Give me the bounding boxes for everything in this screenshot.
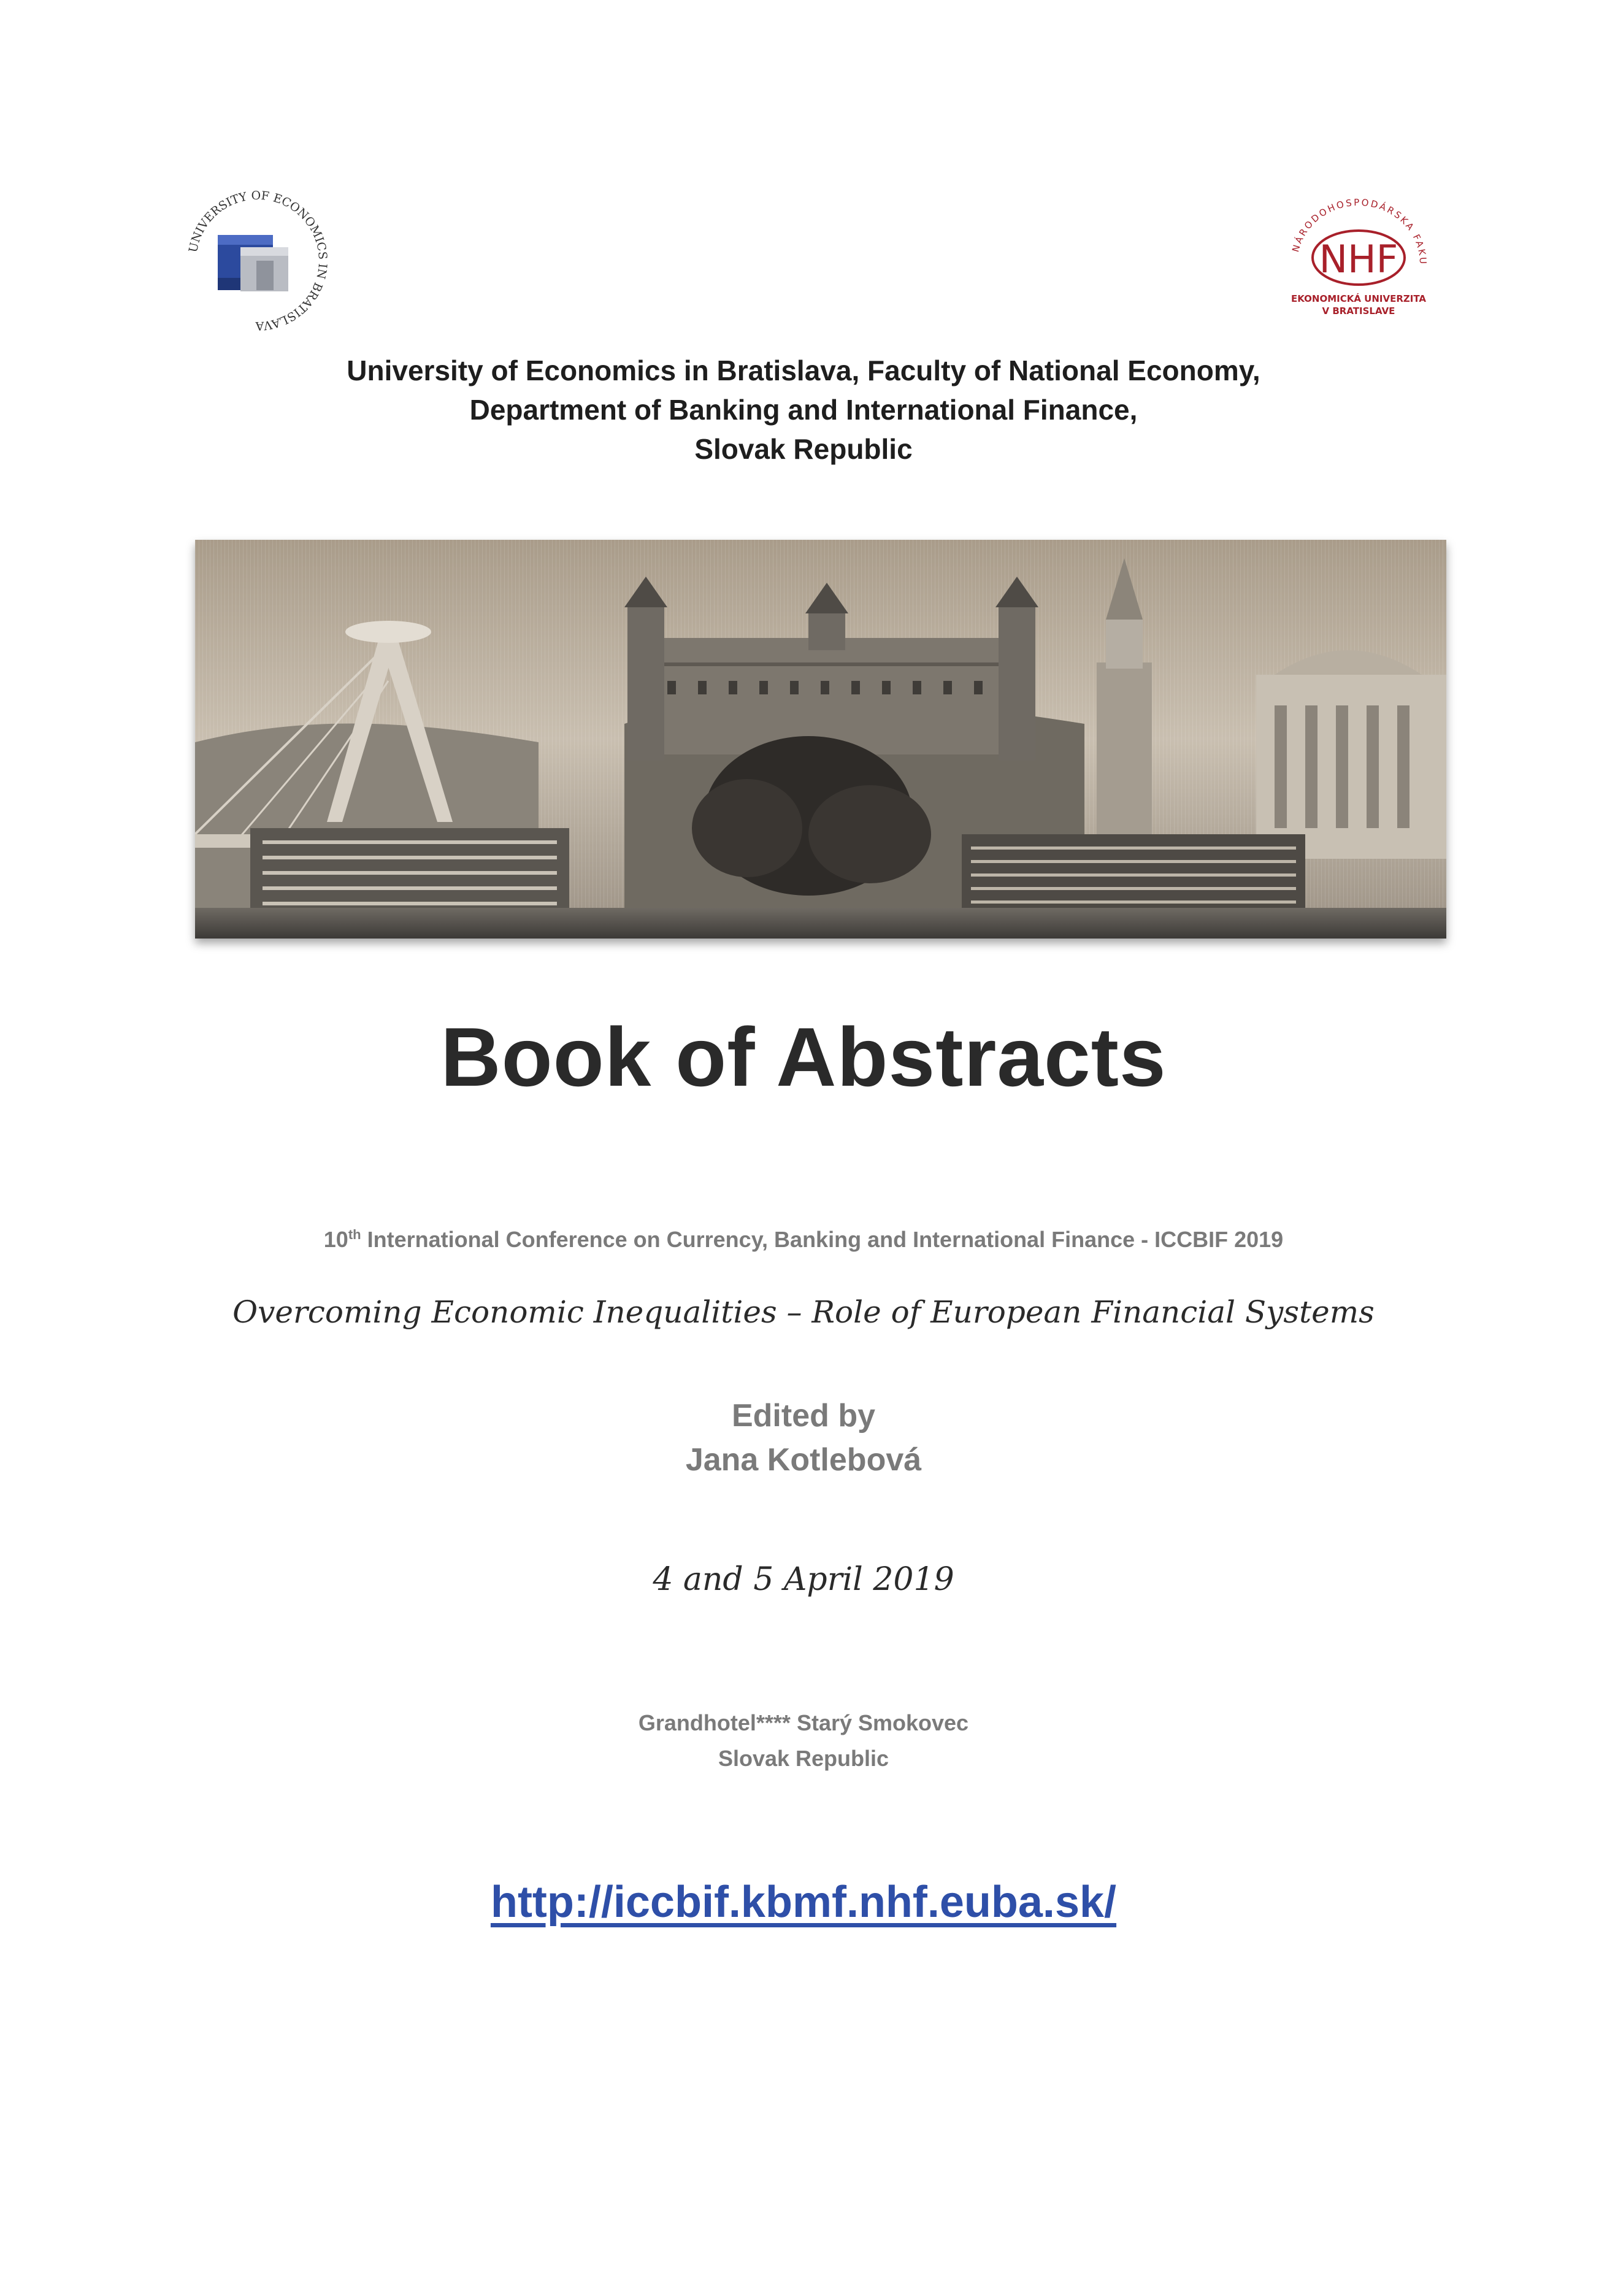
nhf-ring-text: NÁRODOHOSPODÁRSKA FAKU xyxy=(1290,196,1429,266)
institution-line-2: Department of Banking and International Finance, xyxy=(469,394,1138,426)
university-logo-ring-text: UNIVERSITY OF ECONOMICS IN BRATISLAVA xyxy=(186,188,330,333)
institution-line-1: University of Economics in Bratislava, Faculty of National Economy, xyxy=(347,355,1260,386)
website-link[interactable]: http://iccbif.kbmf.nhf.euba.sk/ xyxy=(490,1878,1117,1927)
conference-ordinal-suffix: th xyxy=(348,1227,361,1242)
nhf-mark: NHF xyxy=(1319,237,1398,282)
institution-line-3: Slovak Republic xyxy=(694,433,913,465)
university-emblem-icon xyxy=(184,187,331,334)
institution-block xyxy=(0,351,1607,469)
nhf-caption-line2: V BRATISLAVE xyxy=(1322,305,1395,317)
conference-subtitle: Overcoming Economic Inequalities – Role of European Financial Systems xyxy=(232,1294,1375,1330)
university-logo xyxy=(184,187,331,334)
venue-block xyxy=(0,1705,1607,1776)
book-title: Book of Abstracts xyxy=(440,1010,1167,1104)
editor-block xyxy=(0,1394,1607,1482)
conference-dates: 4 and 5 April 2019 xyxy=(653,1561,954,1598)
nhf-caption-line1: EKONOMICKÁ UNIVERZITA xyxy=(1291,293,1427,304)
conference-ordinal: 10 xyxy=(323,1227,348,1252)
nhf-faculty-logo xyxy=(1267,196,1451,331)
bratislava-landmarks-photo xyxy=(195,540,1446,939)
website-link-row xyxy=(0,1877,1607,1927)
conference-line xyxy=(0,1227,1607,1253)
conference-name: International Conference on Currency, Banking and International Finance - ICCBIF 2019 xyxy=(361,1227,1284,1252)
nhf-faculty-emblem-icon xyxy=(1267,196,1451,331)
bratislava-banner xyxy=(195,540,1446,939)
edited-by-label: Edited by xyxy=(731,1398,876,1434)
editor-name: Jana Kotlebová xyxy=(685,1442,922,1478)
venue-line-1: Grandhotel**** Starý Smokovec xyxy=(638,1710,969,1735)
venue-line-2: Slovak Republic xyxy=(718,1746,889,1771)
